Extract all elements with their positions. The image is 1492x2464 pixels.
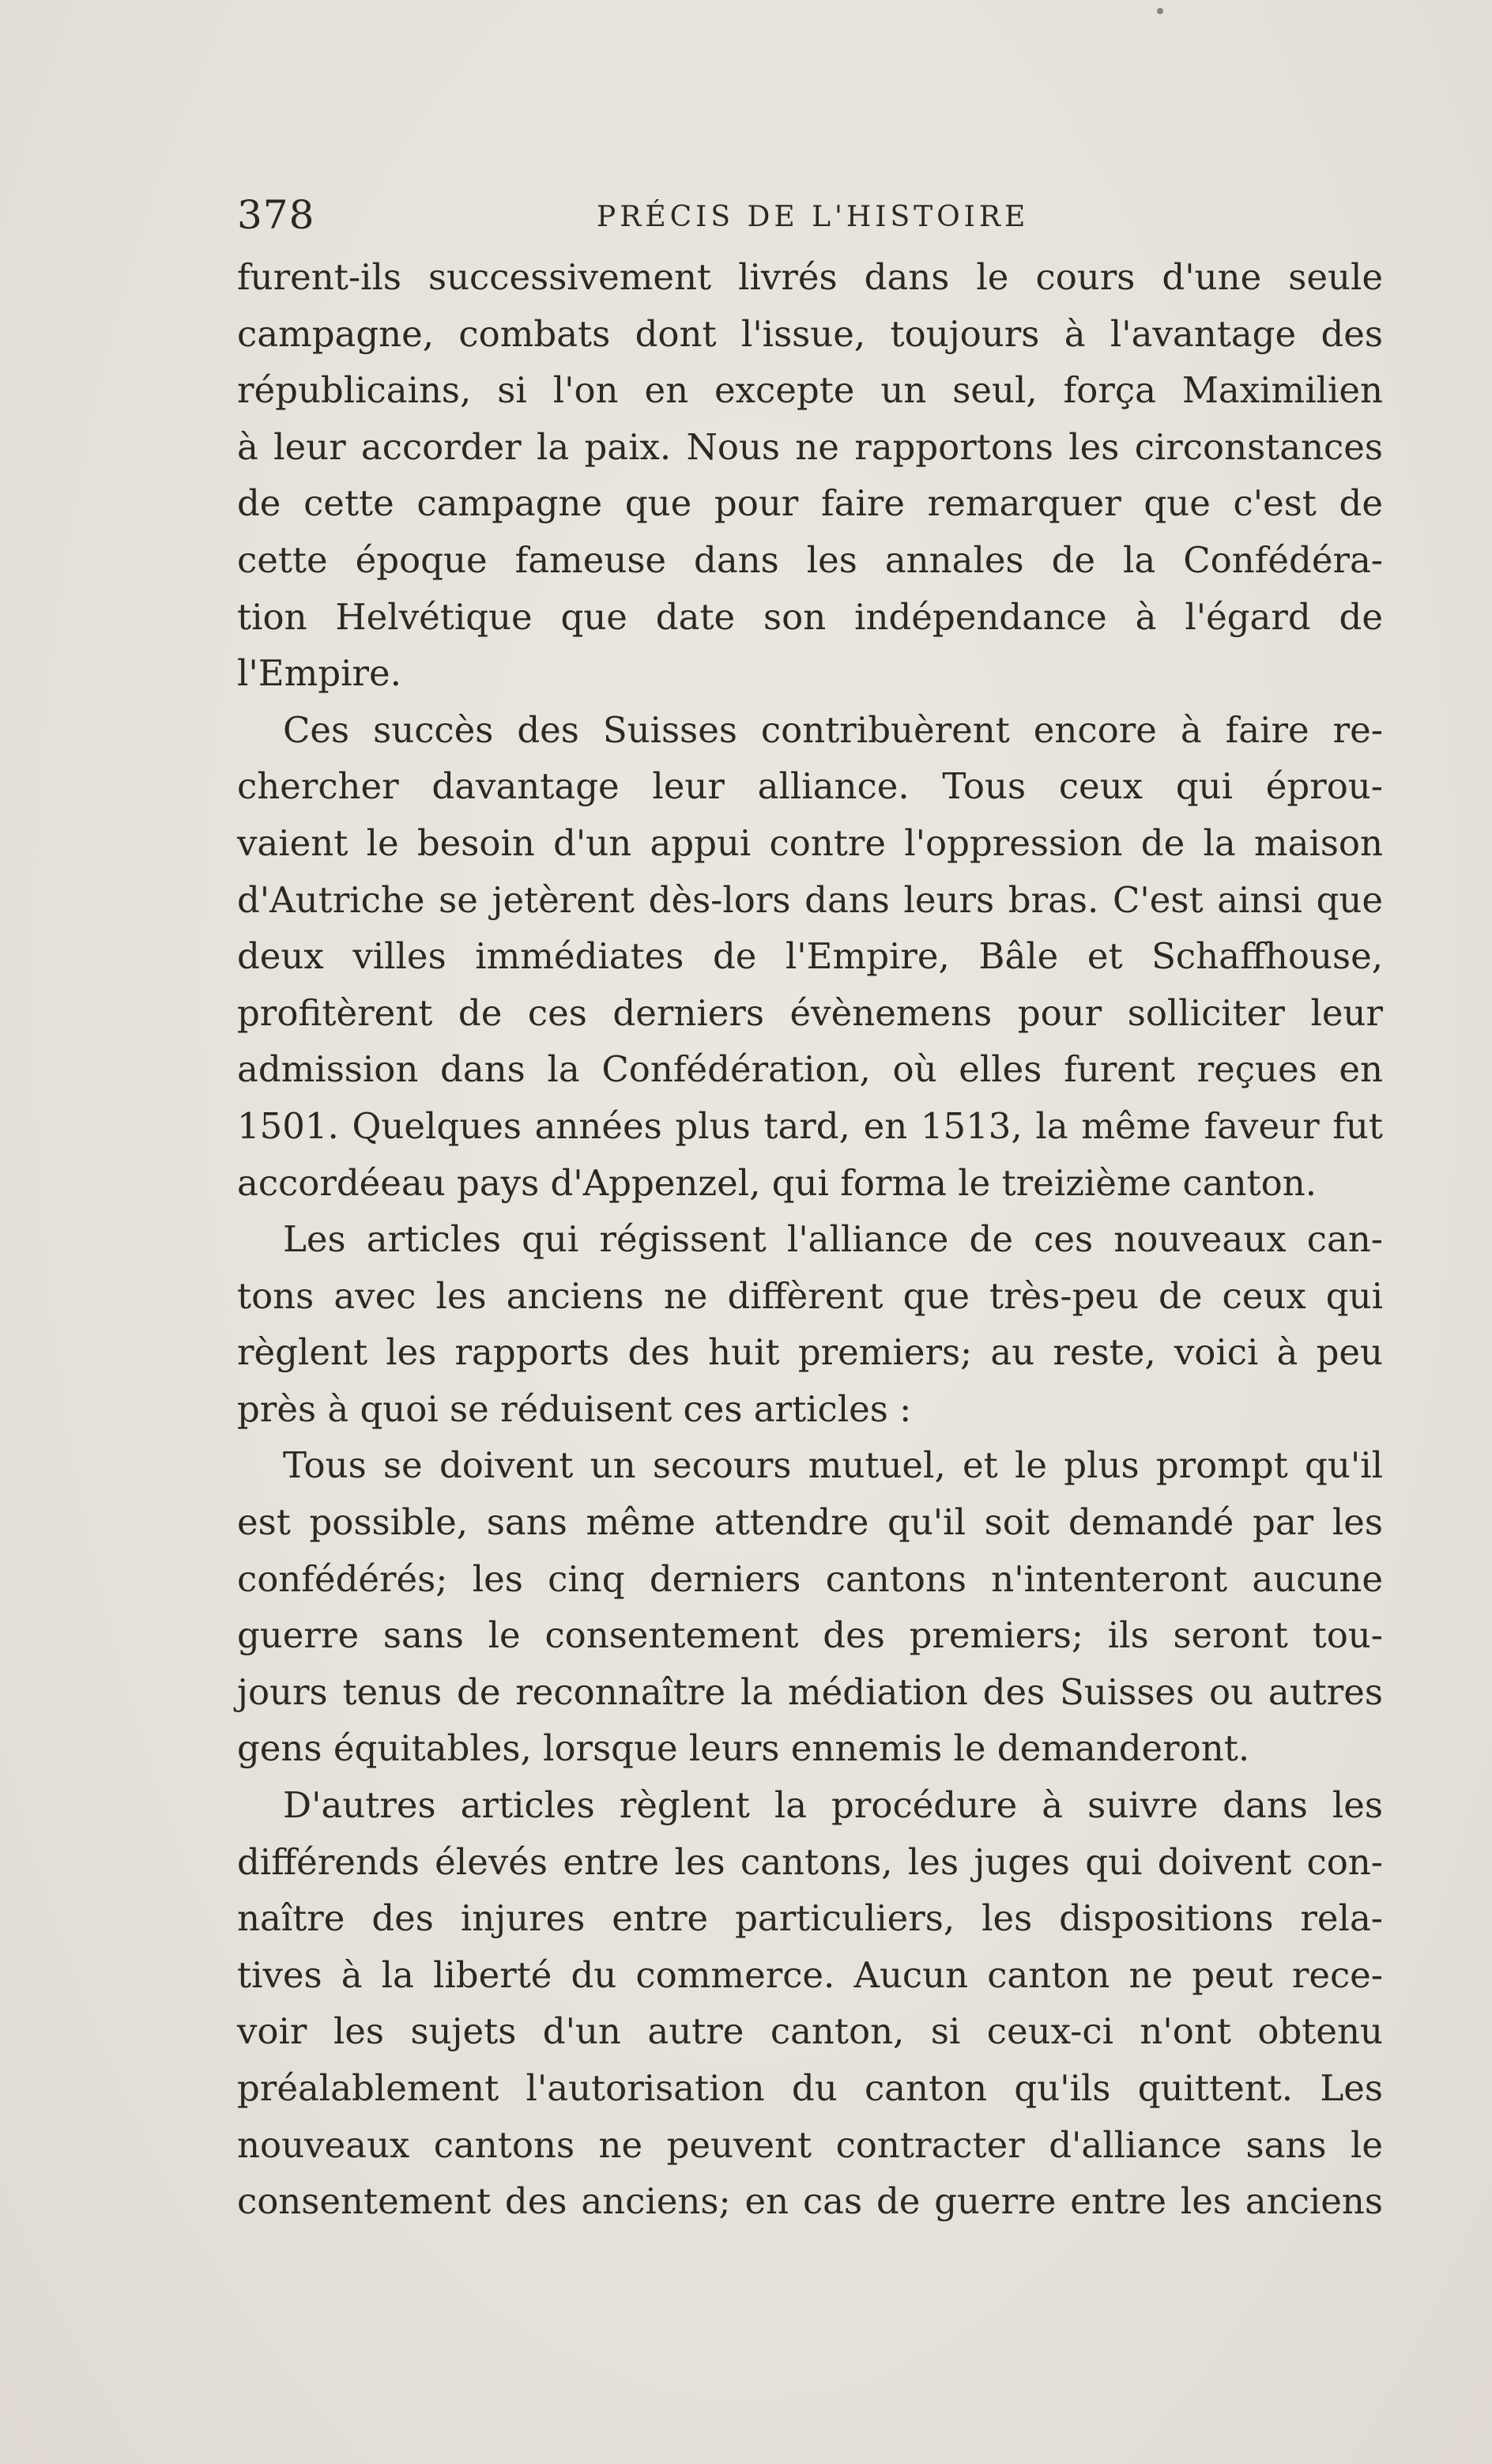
text-line: nouveaux cantons ne peuvent contracter d'alliance sans le bbox=[237, 2123, 1383, 2166]
text-line: gens équitables, lorsque leurs ennemis le demanderont. bbox=[237, 1727, 1250, 1770]
running-title: PRÉCIS DE L'HISTOIRE bbox=[597, 201, 1030, 233]
text-line: près à quoi se réduisent ces articles : bbox=[237, 1387, 912, 1430]
text-line: vaient le besoin d'un appui contre l'oppression de la maison bbox=[237, 821, 1383, 864]
text-line: l'Empire. bbox=[237, 652, 401, 695]
text-line: cette époque fameuse dans les annales de la Confédéra- bbox=[237, 538, 1383, 581]
text-line: 1501. Quelques années plus tard, en 1513, la même faveur fut bbox=[237, 1104, 1383, 1147]
page-number: 378 bbox=[237, 192, 315, 238]
text-line: consentement des anciens; en cas de guerre entre les anciens bbox=[237, 2180, 1383, 2223]
text-line: jours tenus de reconnaître la médiation des Suisses ou autres bbox=[237, 1670, 1383, 1713]
text-line: tons avec les anciens ne diffèrent que très-peu de ceux qui bbox=[237, 1274, 1383, 1317]
text-line: est possible, sans même attendre qu'il soit demandé par les bbox=[237, 1501, 1383, 1544]
text-line: furent-ils successivement livrés dans le cours d'une seule bbox=[237, 256, 1383, 298]
text-line: règlent les rapports des huit premiers; au reste, voici à peu bbox=[237, 1331, 1383, 1374]
body-text bbox=[237, 249, 1383, 2230]
text-line: deux villes immédiates de l'Empire, Bâle et Schaffhouse, bbox=[237, 935, 1383, 978]
running-head bbox=[237, 191, 1391, 239]
text-line: à leur accorder la paix. Nous ne rapportons les circonstances bbox=[237, 425, 1383, 468]
text-line: différends élevés entre les cantons, les juges qui doivent con- bbox=[237, 1840, 1383, 1883]
text-line: Tous se doivent un secours mutuel, et le plus prompt qu'il bbox=[283, 1444, 1383, 1487]
text-line: confédérés; les cinq derniers cantons n'intenteront aucune bbox=[237, 1557, 1383, 1600]
text-line: admission dans la Confédération, où elles furent reçues en bbox=[237, 1048, 1383, 1091]
text-line: D'autres articles règlent la procédure à suivre dans les bbox=[283, 1784, 1383, 1827]
text-line: de cette campagne que pour faire remarquer que c'est de bbox=[237, 482, 1383, 525]
text-line: tives à la liberté du commerce. Aucun canton ne peut rece- bbox=[237, 1953, 1383, 1996]
text-line: profitèrent de ces derniers évènemens pour solliciter leur bbox=[237, 991, 1383, 1034]
text-line: naître des injures entre particuliers, les dispositions rela- bbox=[237, 1897, 1383, 1940]
text-line: chercher davantage leur alliance. Tous ceux qui éprou- bbox=[237, 765, 1383, 808]
text-line: Ces succès des Suisses contribuèrent encore à faire re- bbox=[283, 708, 1383, 751]
text-line: Les articles qui régissent l'alliance de ces nouveaux can- bbox=[283, 1218, 1383, 1261]
text-line: voir les sujets d'un autre canton, si ceux-ci n'ont obtenu bbox=[237, 2010, 1383, 2053]
text-line: d'Autriche se jetèrent dès-lors dans leurs bras. C'est ainsi que bbox=[237, 878, 1383, 921]
text-line: campagne, combats dont l'issue, toujours à l'avantage des bbox=[237, 312, 1383, 355]
text-line: accordéeau pays d'Appenzel, qui forma le treizième canton. bbox=[237, 1161, 1317, 1204]
text-line: républicains, si l'on en excepte un seul, força Maximilien bbox=[237, 369, 1383, 412]
text-line: tion Helvétique que date son indépendance à l'égard de bbox=[237, 595, 1383, 638]
text-line: préalablement l'autorisation du canton qu'ils quittent. Les bbox=[237, 2067, 1383, 2109]
ink-speck bbox=[1157, 8, 1163, 14]
text-line: guerre sans le consentement des premiers; ils seront tou- bbox=[237, 1614, 1383, 1657]
